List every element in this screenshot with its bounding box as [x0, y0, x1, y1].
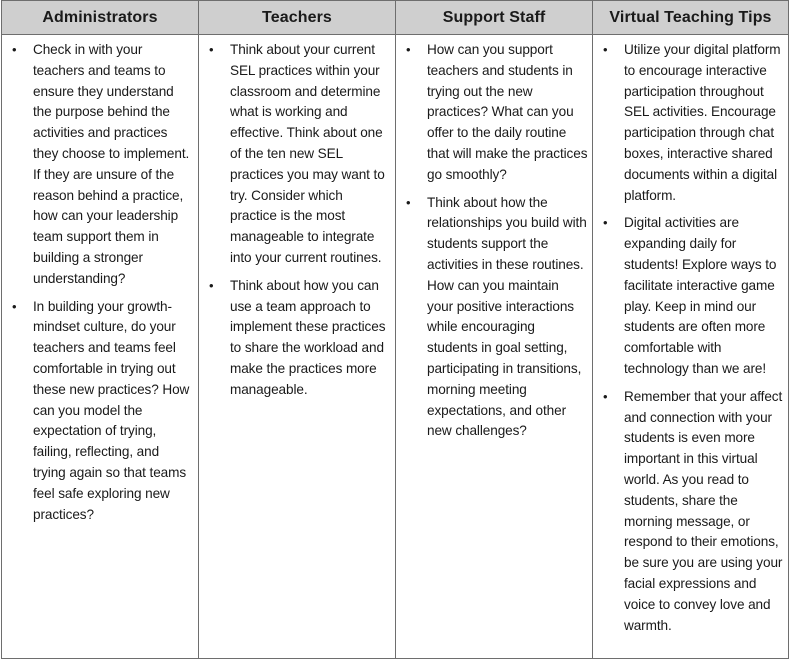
list-item-text: Think about how you can use a team approach to implement these practices to share the workload and make the practices more manageable. [230, 277, 386, 397]
content-row [2, 35, 789, 659]
header-support-staff: Support Staff [396, 1, 593, 35]
support-staff-list [396, 35, 592, 442]
list-item [209, 40, 391, 269]
header-virtual-teaching-tips: Virtual Teaching Tips [593, 1, 789, 35]
list-item-text: Utilize your digital platform to encourage interactive participation throughout SEL activities. Encourage participation through chat boxes, interactive shared documents within a digital platform. [624, 42, 781, 203]
bullet-icon: • [406, 42, 411, 57]
list-item-text: Digital activities are expanding daily for students! Explore ways to facilitate interactive game play. Keep in mind our students are often more comfortable with technology than we are! [624, 215, 777, 376]
list-item [209, 276, 391, 401]
bullet-icon: • [209, 42, 214, 57]
list-item [12, 297, 194, 526]
support-staff-cell [396, 35, 593, 659]
list-item [406, 193, 588, 443]
tips-table [1, 0, 789, 659]
list-item-text: Remember that your affect and connection with your students is even more important in this virtual world. As you read to students, share the morning message, or respond to their emotions, be sure you are using your facial expressions and voice to convey love and warmth. [624, 388, 783, 633]
bullet-icon: • [209, 277, 214, 293]
list-item-text: Think about how the relationships you build with students support the activities in these routines. How can you maintain your positive interactions while encouraging students in goal setting, participating in transitions, morning meeting expectations, and other new challenges? [427, 194, 587, 439]
header-row [2, 1, 789, 35]
list-item-text: Think about your current SEL practices within your classroom and determine what is working and effective. Think about one of the ten new SEL practices you may want to try. Consider which practice is the most manageable to integrate into your current routines. [230, 42, 385, 265]
list-item [603, 213, 784, 379]
list-item [603, 40, 784, 206]
virtual-teaching-tips-list [593, 35, 788, 636]
virtual-teaching-tips-cell [593, 35, 789, 659]
bullet-icon: • [406, 194, 411, 210]
header-administrators: Administrators [2, 1, 199, 35]
list-item-text: In building your growth-mindset culture, do your teachers and teams feel comfortable in trying out these new practices? How can you model the expectation of trying, failing, reflecting, and trying again so that teams feel safe exploring new practices? [33, 298, 190, 522]
list-item-text: How can you support teachers and students in trying out the new practices? What can you offer to the daily routine that will make the practices go smoothly? [427, 42, 588, 182]
bullet-icon: • [603, 215, 608, 231]
teachers-cell [199, 35, 396, 659]
teachers-list [199, 35, 395, 401]
header-teachers: Teachers [199, 1, 396, 35]
list-item [406, 40, 588, 186]
list-item [603, 387, 784, 637]
administrators-cell [2, 35, 199, 659]
administrators-list [2, 35, 198, 525]
bullet-icon: • [12, 42, 17, 57]
bullet-icon: • [603, 388, 608, 404]
bullet-icon: • [603, 42, 608, 57]
list-item [12, 40, 194, 290]
list-item-text: Check in with your teachers and teams to ensure they understand the purpose behind the activities and practices they choose to implement. If they are unsure of the reason behind a practice, how can your leadership team support them in building a stronger understanding? [33, 42, 190, 286]
bullet-icon: • [12, 298, 17, 314]
